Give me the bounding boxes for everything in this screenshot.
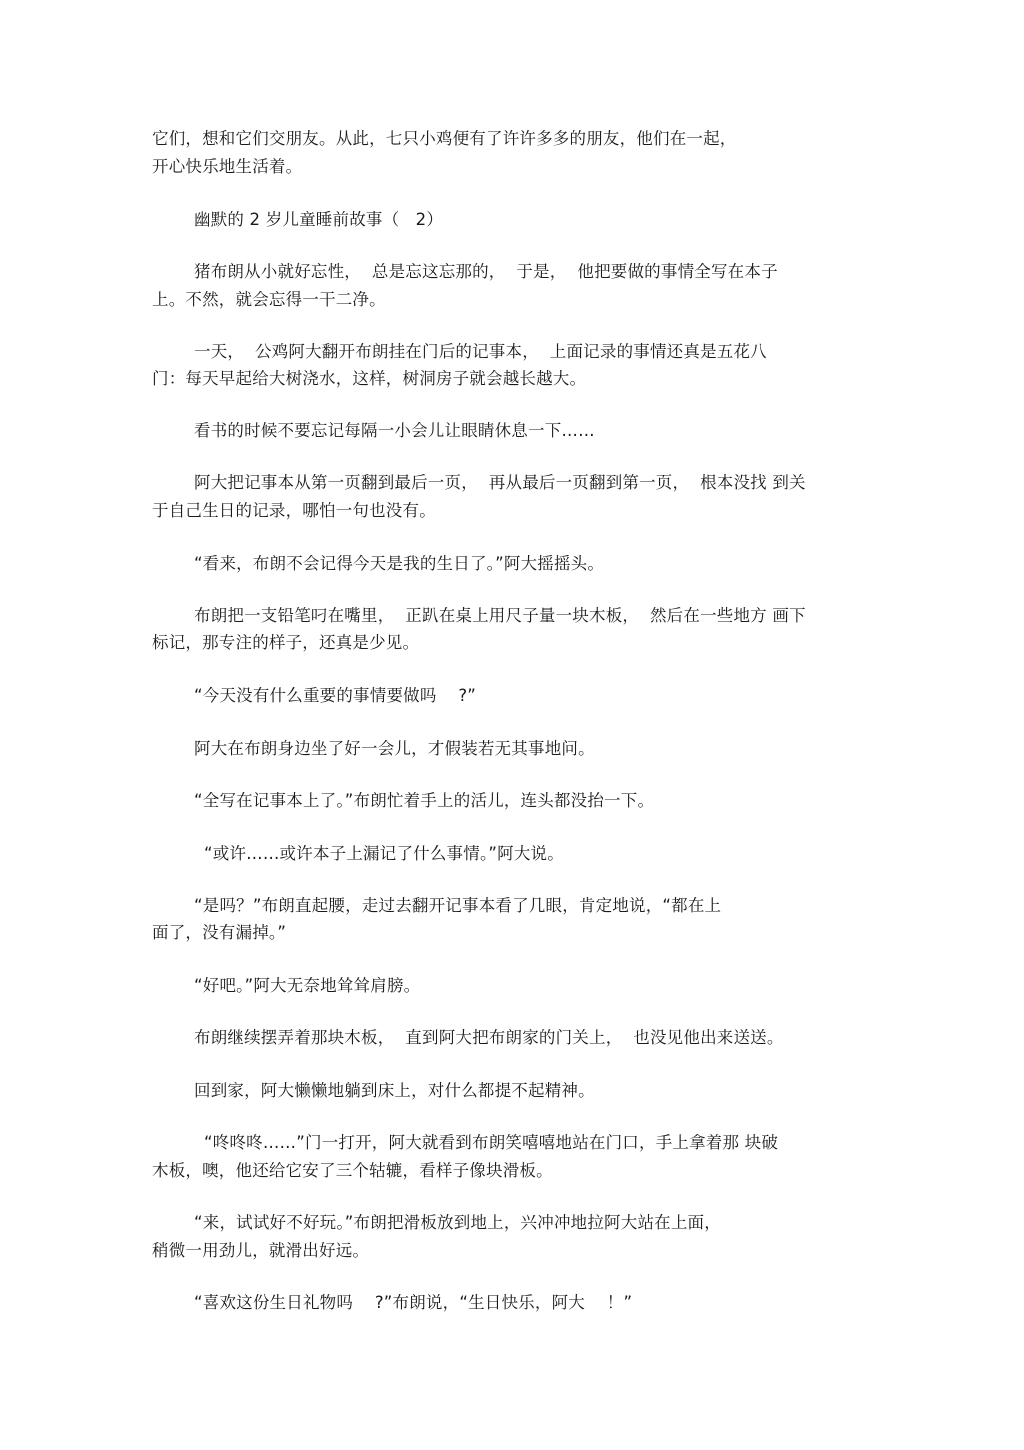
text-line: 猪布朗从小就好忘性， 总是忘这忘那的， 于是， 他把要做的事情全写在本子 bbox=[194, 262, 778, 281]
text-line: 一天， 公鸡阿大翻开布朗挂在门后的记事本， 上面记录的事情还真是五花八 bbox=[194, 342, 767, 361]
text-line: “或许……或许本子上漏记了什么事情。”阿大说。 bbox=[204, 844, 564, 863]
text-line: 门：每天早起给大树浇水，这样，树洞房子就会越长越大。 bbox=[152, 369, 587, 388]
text-line: 阿大在布朗身边坐了好一会儿，才假装若无其事地问。 bbox=[194, 739, 595, 758]
text-line: 布朗继续摆弄着那块木板， 直到阿大把布朗家的门关上， 也没见他出来送送。 bbox=[194, 1028, 784, 1047]
text-line: “看来，布朗不会记得今天是我的生日了。”阿大摇摇头。 bbox=[194, 554, 605, 573]
text-line: “来，试试好不好玩。”布朗把滑板放到地上，兴冲冲地拉阿大站在上面， bbox=[194, 1213, 721, 1232]
text-line: 木板，噢，他还给它安了三个轱辘，看样子像块滑板。 bbox=[152, 1161, 553, 1180]
text-line: 布朗把一支铅笔叼在嘴里， 正趴在桌上用尺子量一块木板， 然后在一些地方 画下 bbox=[194, 606, 806, 625]
text-line: 上。不然，就会忘得一干二净。 bbox=[152, 290, 386, 309]
text-line: “好吧。”阿大无奈地耸耸肩膀。 bbox=[194, 976, 421, 995]
text-line: 它们，想和它们交朋友。从此，七只小鸡便有了许许多多的朋友，他们在一起， bbox=[152, 129, 737, 148]
text-line: “咚咚咚……”门一打开，阿大就看到布朗笑嘻嘻地站在门口，手上拿着那 块破 bbox=[204, 1133, 779, 1152]
text-line: 标记，那专注的样子，还真是少见。 bbox=[152, 633, 420, 652]
text-line: 阿大把记事本从第一页翻到最后一页， 再从最后一页翻到第一页， 根本没找 到关 bbox=[194, 473, 806, 492]
text-line: 回到家，阿大懒懒地躺到床上，对什么都提不起精神。 bbox=[194, 1081, 595, 1100]
text-line: 看书的时候不要忘记每隔一小会儿让眼睛休息一下…… bbox=[194, 421, 595, 440]
text-line: “是吗？”布朗直起腰，走过去翻开记事本看了几眼，肯定地说，“都在上 bbox=[194, 896, 722, 915]
text-line: “喜欢这份生日礼物吗 ?”布朗说，“生日快乐，阿大 ！” bbox=[194, 1293, 633, 1312]
text-line: “今天没有什么重要的事情要做吗 ?” bbox=[194, 686, 477, 705]
text-line: 开心快乐地生活着。 bbox=[152, 157, 303, 176]
text-line: 稍微一用劲儿，就滑出好远。 bbox=[152, 1241, 370, 1260]
text-line: 面了，没有漏掉。” bbox=[152, 923, 287, 942]
text-line: “全写在记事本上了。”布朗忙着手上的活儿，连头都没抬一下。 bbox=[194, 791, 655, 810]
text-line: 于自己生日的记录，哪怕一句也没有。 bbox=[152, 501, 436, 520]
story-title: 幽默的 2 岁儿童睡前故事（ 2） bbox=[194, 210, 444, 229]
